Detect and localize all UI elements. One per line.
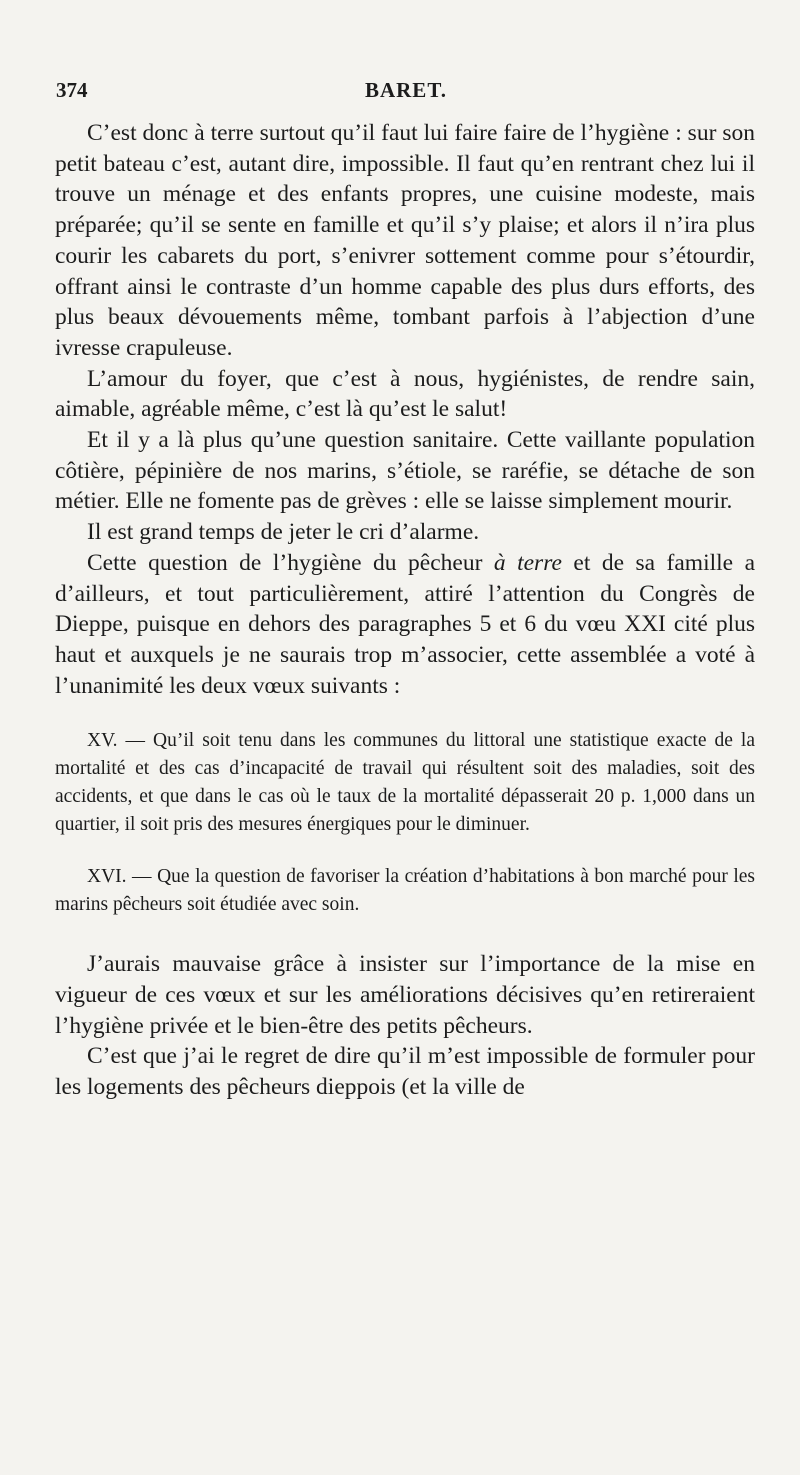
voeu-xv <box>55 727 755 839</box>
voeu-text: XVI. — Que la question de favoriser la création d’habitations à bon marché pour les marins pêcheurs soit étudiée avec soin. <box>55 866 755 916</box>
closing-text <box>55 949 755 1103</box>
paragraph <box>55 548 755 702</box>
body-text <box>55 118 755 1103</box>
paragraph: L’amour du foyer, que c’est à nous, hygiénistes, de rendre sain, aimable, agréable même, c’est là qu’est le salut! <box>55 365 755 423</box>
paragraph-text: et de sa famille a d’ailleurs, et tout particulièrement, attiré l’attention du Congrès de Dieppe, puisque en dehors des paragraphes 5 et 6 du vœu XXI cité plus haut et auxquels je ne saurais trop m’associer, cette assemblée a voté à l’unanimité les deux vœux suivants : <box>55 549 755 699</box>
page-header <box>56 78 756 108</box>
voeu-xvi <box>55 863 755 919</box>
paragraph: C’est que j’ai le regret de dire qu’il m’est impossible de formuler pour les logements des pêcheurs dieppois (et la ville de <box>55 1043 755 1101</box>
emphasis-text: à terre <box>493 549 562 576</box>
paragraph: Il est grand temps de jeter le cri d’alarme. <box>87 519 480 546</box>
voeu-text: XV. — Qu’il soit tenu dans les communes du littoral une statistique exacte de la mortalité et des cas d’incapacité de travail qui résultent soit des maladies, soit des accidents, et que dans le cas où le taux de la mortalité dépasserait 20 p. 1,000 dans un quartier, il soit pris des mesures énergiques pour le diminuer. <box>55 730 755 836</box>
page-number: 374 <box>56 78 88 102</box>
running-head: BARET. <box>364 78 448 102</box>
paragraph: C’est donc à terre surtout qu’il faut lui faire faire de l’hygiène : sur son petit bateau c’est, autant dire, impossible. Il faut qu’en rentrant chez lui il trouve un ménage et des enfants propres, une cuisine modeste, mais préparée; qu’il se sente en famille et qu’il s’y plaise; et alors il n’ira plus courir les cabarets du port, s’enivrer sottement comme pour s’étourdir, offrant ainsi le contraste d’un homme capable des plus durs efforts, des plus beaux dévouements même, tombant parfois à l’abjection d’une ivresse crapuleuse. <box>55 120 755 361</box>
paragraph-text: Cette question de l’hygiène du pêcheur <box>87 549 494 576</box>
paragraph: J’aurais mauvaise grâce à insister sur l’importance de la mise en vigueur de ces vœux et sur les améliorations décisives qu’en retireraient l’hygiène privée et le bien-être des petits pêcheurs. <box>55 951 755 1039</box>
paragraph: Et il y a là plus qu’une question sanitaire. Cette vaillante population côtière, pépinière de nos marins, s’étiole, se raréfie, se détache de son métier. Elle ne fomente pas de grèves : elle se laisse simplement mourir. <box>55 427 755 515</box>
main-text <box>55 118 755 701</box>
